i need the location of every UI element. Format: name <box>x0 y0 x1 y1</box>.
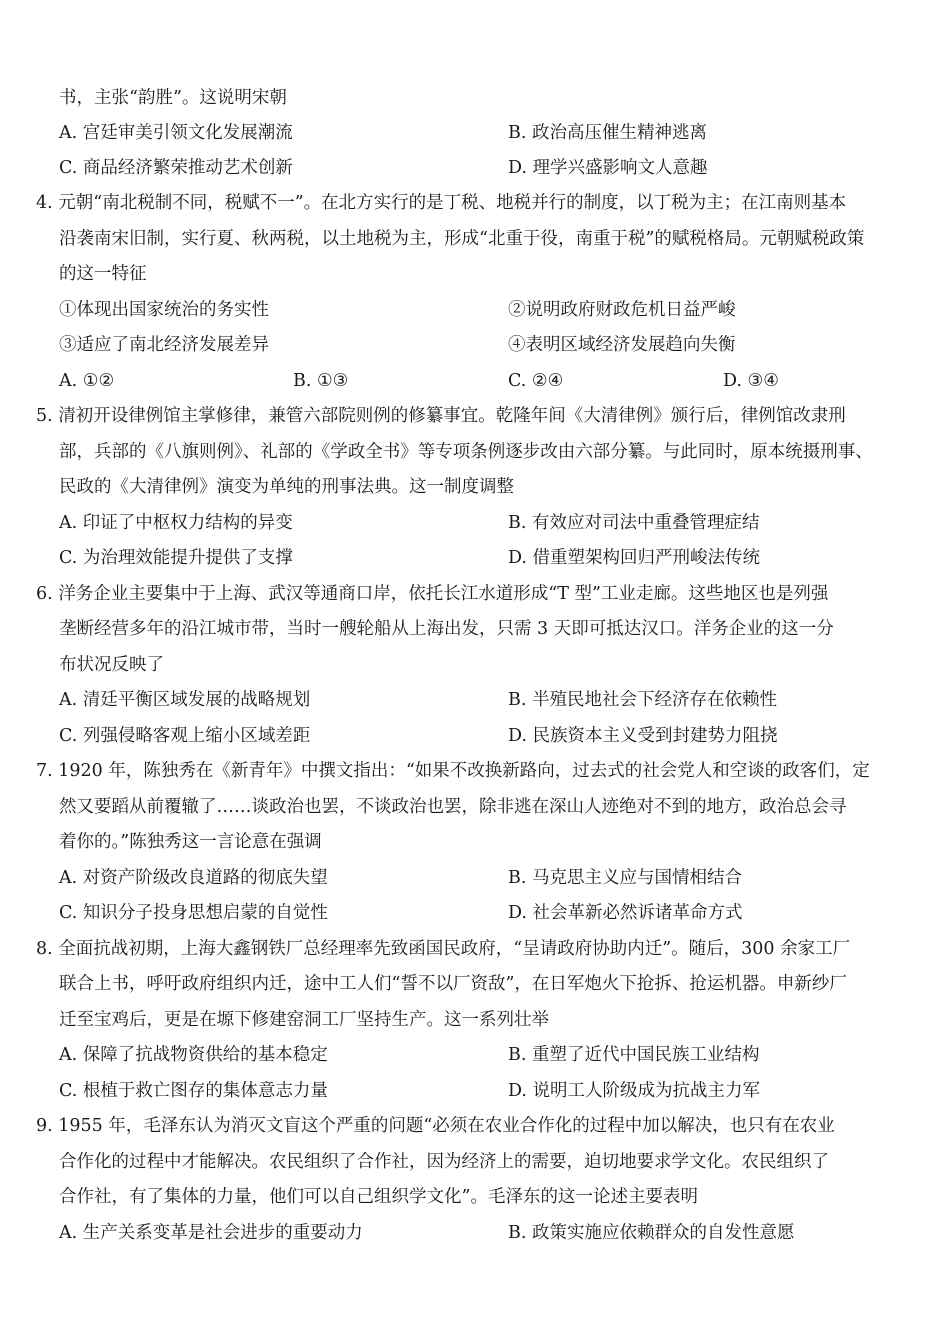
q6-option-c: C. 列强侵略客观上缩小区域差距 <box>59 726 311 746</box>
q5-option-a: A. 印证了中枢权力结构的异变 <box>59 513 293 533</box>
q5-option-c: C. 为治理效能提升提供了支撑 <box>59 548 293 568</box>
q9-option-b: B. 政策实施应依赖群众的自发性意愿 <box>508 1223 795 1243</box>
q3-option-c: C. 商品经济繁荣推动艺术创新 <box>59 158 293 178</box>
q9-stem-line-1: 9. 1955 年，毛泽东认为消灭文盲这个严重的问题“必须在农业合作化的过程中加以解决，也只有在农业 <box>36 1116 835 1136</box>
q6-stem-line-2: 垄断经营多年的沿江城市带，当时一艘轮船从上海出发，只需 3 天即可抵达汉口。洋务企业的这一分 <box>59 619 834 639</box>
q7-option-a: A. 对资产阶级改良道路的彻底失望 <box>59 868 328 888</box>
q9-stem-line-2: 合作化的过程中才能解决。农民组织了合作社，因为经济上的需要，迫切地要求学文化。农民组织了 <box>59 1152 829 1172</box>
q4-item-4: ④表明区域经济发展趋向失衡 <box>508 335 736 355</box>
q4-item-1: ①体现出国家统治的务实性 <box>59 300 269 320</box>
q6-stem-line-3: 布状况反映了 <box>59 655 164 675</box>
q3-stem-continuation: 书，主张“韵胜”。这说明宋朝 <box>59 88 287 108</box>
q4-stem-line-3: 的这一特征 <box>59 264 147 284</box>
q7-stem-line-1: 7. 1920 年，陈独秀在《新青年》中撰文指出：“如果不改换新路向，过去式的社会党人和空谈的政客们，定 <box>36 761 870 781</box>
q5-option-b: B. 有效应对司法中重叠管理症结 <box>508 513 760 533</box>
q4-item-2: ②说明政府财政危机日益严峻 <box>508 300 736 320</box>
q7-option-b: B. 马克思主义应与国情相结合 <box>508 868 742 888</box>
q7-stem-line-3: 着你的。”陈独秀这一言论意在强调 <box>59 832 322 852</box>
q6-option-d: D. 民族资本主义受到封建势力阻挠 <box>508 726 778 746</box>
q4-option-b: B. ①③ <box>293 371 349 391</box>
q4-stem-line-1: 4. 元朝“南北税制不同，税赋不一”。在北方实行的是丁税、地税并行的制度，以丁税为主；在江南则基本 <box>36 193 847 213</box>
q4-option-c: C. ②④ <box>508 371 564 391</box>
q7-option-d: D. 社会革新必然诉诸革命方式 <box>508 903 743 923</box>
q4-option-d: D. ③④ <box>723 371 779 391</box>
q8-option-d: D. 说明工人阶级成为抗战主力军 <box>508 1081 761 1101</box>
q9-stem-line-3: 合作社，有了集体的力量，他们可以自己组织学文化”。毛泽东的这一论述主要表明 <box>59 1187 698 1207</box>
q4-item-3: ③适应了南北经济发展差异 <box>59 335 269 355</box>
q3-option-a: A. 宫廷审美引领文化发展潮流 <box>59 123 293 143</box>
q6-stem-line-1: 6. 洋务企业主要集中于上海、武汉等通商口岸，依托长江水道形成“T 型”工业走廊。这些地区也是列强 <box>36 584 829 604</box>
q8-stem-line-2: 联合上书，呼吁政府组织内迁，途中工人们“誓不以厂资敌”，在日军炮火下抢拆、抢运机器。申新纱厂 <box>59 974 847 994</box>
q8-option-b: B. 重塑了近代中国民族工业结构 <box>508 1045 760 1065</box>
q8-stem-line-3: 迁至宝鸡后，更是在塬下修建窑洞工厂坚持生产。这一系列壮举 <box>59 1010 549 1030</box>
q4-stem-line-2: 沿袭南宋旧制，实行夏、秋两税，以土地税为主，形成“北重于役，南重于税”的赋税格局。元朝赋税政策 <box>59 229 865 249</box>
q5-stem-line-3: 民政的《大清律例》演变为单纯的刑事法典。这一制度调整 <box>59 477 514 497</box>
q6-option-b: B. 半殖民地社会下经济存在依赖性 <box>508 690 777 710</box>
q7-option-c: C. 知识分子投身思想启蒙的自觉性 <box>59 903 328 923</box>
q8-option-c: C. 根植于救亡图存的集体意志力量 <box>59 1081 328 1101</box>
q5-stem-line-1: 5. 清初开设律例馆主掌修律，兼管六部院则例的修纂事宜。乾隆年间《大清律例》颁行后，律例馆改隶刑 <box>36 406 846 426</box>
q7-stem-line-2: 然又要蹈从前覆辙了……谈政治也罢，不谈政治也罢，除非逃在深山人迹绝对不到的地方，政治总会寻 <box>59 797 847 817</box>
q4-option-a: A. ①② <box>59 371 115 391</box>
q5-option-d: D. 借重塑架构回归严刑峻法传统 <box>508 548 761 568</box>
q6-option-a: A. 清廷平衡区域发展的战略规划 <box>59 690 311 710</box>
q5-stem-line-2: 部，兵部的《八旗则例》、礼部的《学政全书》等专项条例逐步改由六部分纂。与此同时，原本统摄刑事、 <box>59 442 873 462</box>
q8-stem-line-1: 8. 全面抗战初期，上海大鑫钢铁厂总经理率先致函国民政府，“呈请政府协助内迁”。随后，300 余家工厂 <box>36 939 851 959</box>
q3-option-d: D. 理学兴盛影响文人意趣 <box>508 158 708 178</box>
q8-option-a: A. 保障了抗战物资供给的基本稳定 <box>59 1045 328 1065</box>
q3-option-b: B. 政治高压催生精神逃离 <box>508 123 707 143</box>
q9-option-a: A. 生产关系变革是社会进步的重要动力 <box>59 1223 363 1243</box>
